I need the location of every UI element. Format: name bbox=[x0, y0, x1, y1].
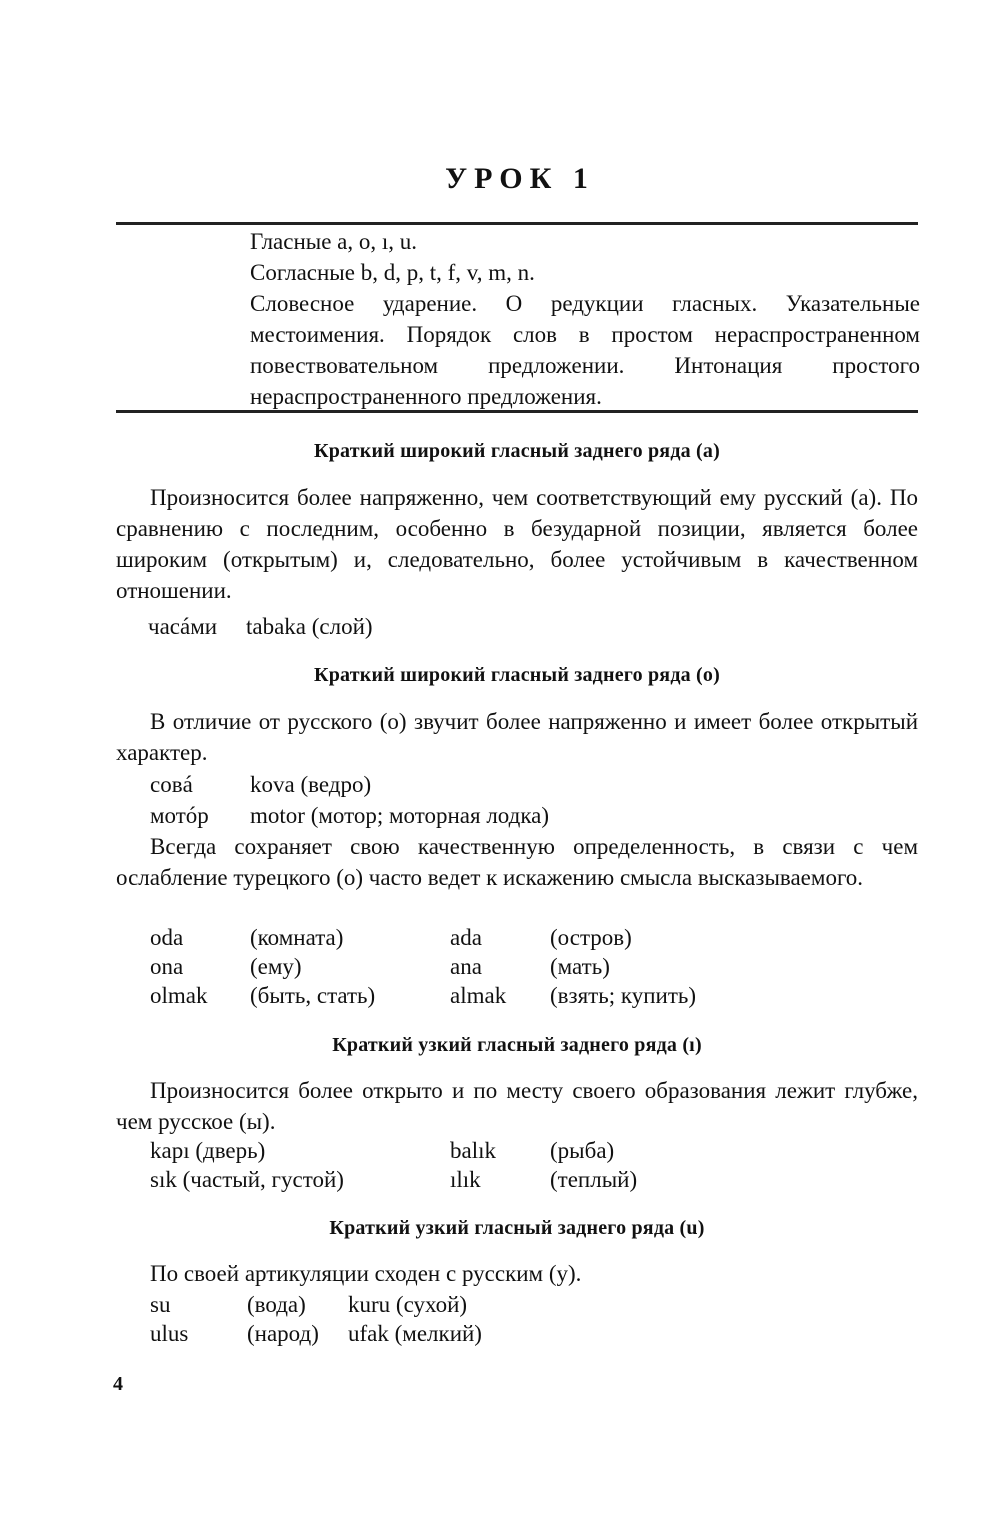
meaning: (комната) bbox=[250, 925, 344, 950]
meaning: (быть, стать) bbox=[250, 983, 376, 1008]
section-text-o bbox=[116, 706, 918, 768]
meaning: (рыба) bbox=[550, 1138, 615, 1163]
summary-topics: Словесное ударение. О редукции гласных. Указательные местоимения. Порядок слов в простом нераспространенном повествовательном предложении. Интонация простого нераспространенного предложения. bbox=[250, 291, 920, 409]
meaning: (ему) bbox=[250, 954, 302, 979]
word: ada bbox=[450, 925, 482, 950]
meaning: (вода) bbox=[247, 1292, 306, 1317]
meaning: (теплый) bbox=[550, 1167, 638, 1192]
meaning: (взять; купить) bbox=[550, 983, 697, 1008]
summary-vowels: Гласные a, o, ı, u. bbox=[250, 229, 418, 254]
section-heading-u: Краткий узкий гласный заднего ряда (u) bbox=[329, 1217, 705, 1239]
word: almak bbox=[450, 983, 507, 1008]
example-tr: tabaka (слой) bbox=[246, 614, 373, 639]
word: ona bbox=[150, 954, 184, 979]
example-tr: motor (мотор; моторная лодка) bbox=[250, 803, 550, 828]
word: kapı (дверь) bbox=[150, 1138, 266, 1163]
meaning: (мать) bbox=[550, 954, 610, 979]
paragraph: Произносится более открыто и по месту своего образования лежит глубже, чем русское (ы). bbox=[116, 1078, 918, 1134]
meaning: (народ) bbox=[247, 1321, 319, 1346]
section-heading-o: Краткий широкий гласный заднего ряда (о) bbox=[314, 664, 720, 686]
word: su bbox=[150, 1292, 171, 1317]
section-heading-a: Краткий широкий гласный заднего ряда (а) bbox=[314, 440, 720, 462]
lesson-summary bbox=[250, 226, 920, 412]
section-text-u bbox=[116, 1258, 918, 1289]
meaning: (остров) bbox=[550, 925, 632, 950]
word: olmak bbox=[150, 983, 208, 1008]
word: ulus bbox=[150, 1321, 189, 1346]
word: kuru (сухой) bbox=[348, 1292, 468, 1317]
word: ılık bbox=[450, 1167, 481, 1192]
section-text-a bbox=[116, 482, 918, 606]
section-text-o-2 bbox=[116, 831, 918, 893]
paragraph: В отличие от русского (о) звучит более напряженно и имеет более открытый характер. bbox=[116, 709, 918, 765]
summary-consonants: Согласные b, d, p, t, f, v, m, n. bbox=[250, 260, 535, 285]
lesson-title: УРОК 1 bbox=[445, 162, 595, 195]
paragraph: По своей артикуляции сходен с русским (у). bbox=[150, 1261, 582, 1286]
top-rule bbox=[116, 222, 918, 225]
page-number: 4 bbox=[113, 1373, 123, 1395]
example-ru: совá bbox=[150, 772, 193, 797]
word: oda bbox=[150, 925, 184, 950]
paragraph: Всегда сохраняет свою качественную определенность, в связи с чем ослабление турецкого (о) часто ведет к искажению смысла высказываемого. bbox=[116, 834, 918, 890]
word: sık (частый, густой) bbox=[150, 1167, 344, 1192]
paragraph: Произносится более напряженно, чем соответствующий ему русский (а). По сравнению с последним, особенно в безударной позиции, является более широким (открытым) и, следовательно, более устойчивым в качественном отношении. bbox=[116, 485, 918, 603]
word: balık bbox=[450, 1138, 496, 1163]
section-heading-i: Краткий узкий гласный заднего ряда (ı) bbox=[332, 1034, 702, 1056]
example-ru: часáми bbox=[148, 614, 218, 639]
word: ana bbox=[450, 954, 482, 979]
bottom-rule bbox=[116, 410, 918, 413]
word: ufak (мелкий) bbox=[348, 1321, 482, 1346]
example-ru: мотóр bbox=[150, 803, 209, 828]
section-text-i bbox=[116, 1075, 918, 1137]
example-tr: kova (ведро) bbox=[250, 772, 372, 797]
